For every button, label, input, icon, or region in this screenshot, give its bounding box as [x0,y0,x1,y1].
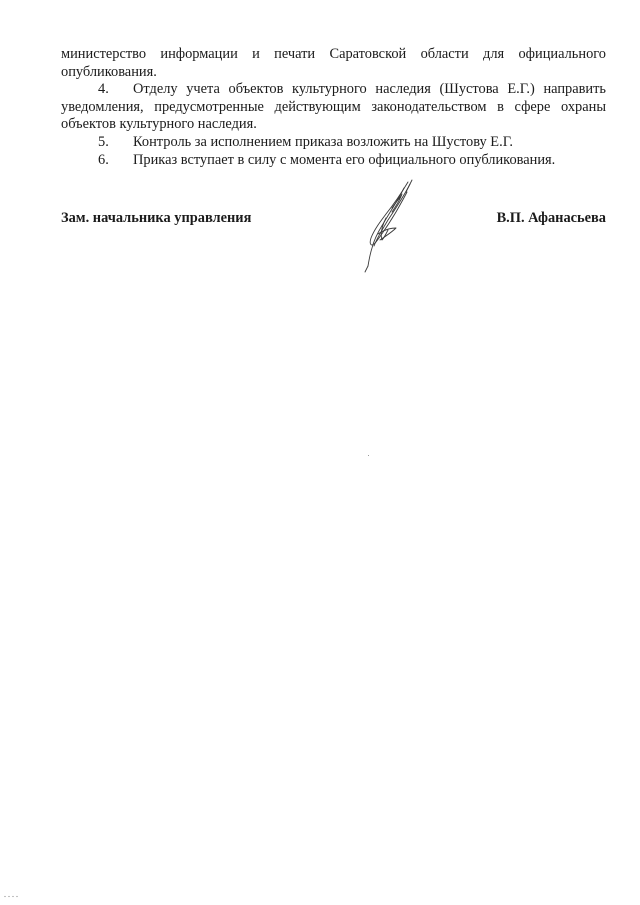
scan-dots [4,895,18,898]
item-number: 5. [98,133,109,150]
list-item-5 [61,134,606,152]
signer-position: Зам. начальника управления [61,210,252,226]
item-number: 6. [98,151,109,168]
signature-block [61,210,606,240]
signer-name: В.П. Афанасьева [496,210,606,226]
item-text: Контроль за исполнением приказа возложить на Шустову Е.Г. [133,133,513,150]
continuation-paragraph: министерство информации и печати Саратовской области для официального опубликования. [61,46,606,80]
list-item-6 [61,152,606,170]
handwritten-signature-icon [352,178,422,273]
item-number: 4. [98,81,109,98]
list-item-4 [61,81,606,134]
scan-speck [368,455,369,456]
document-body [61,46,606,169]
item-text: Отделу учета объектов культурного наследия (Шустова Е.Г.) направить уведомления, предусмотренные действующим законодательством в сфере охраны объектов культурного наследия. [61,81,606,133]
item-text: Приказ вступает в силу с момента его официального опубликования. [133,151,556,168]
